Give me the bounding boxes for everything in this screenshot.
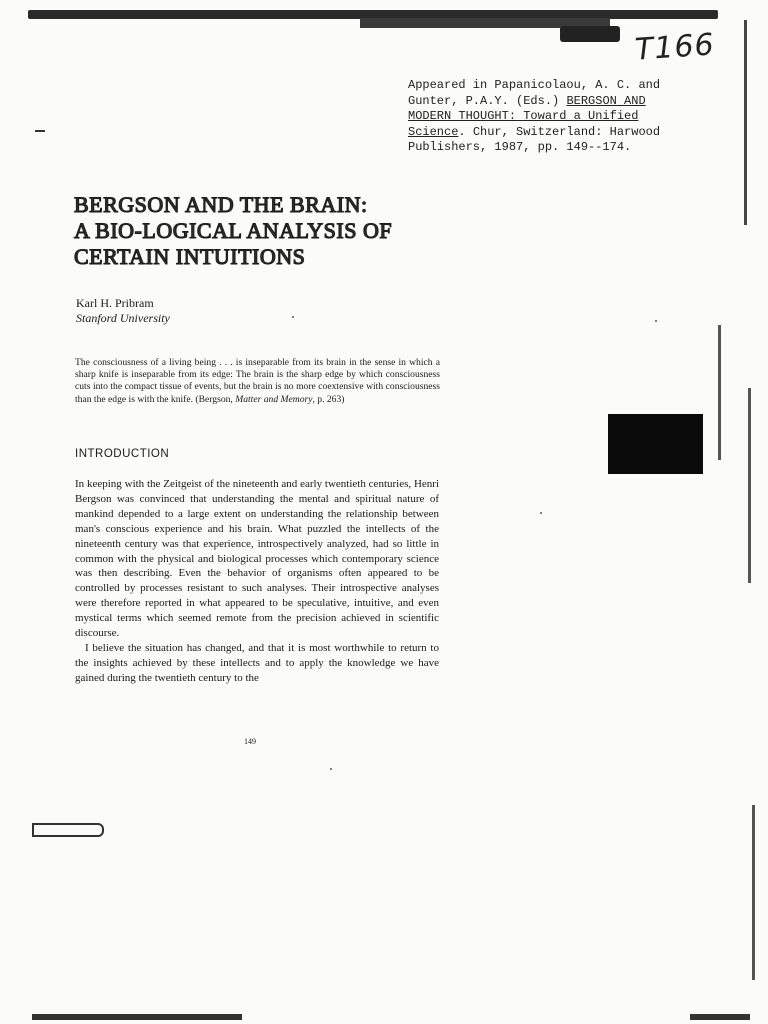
epigraph: The consciousness of a living being . . . is inseparable from its brain in the sense in which a sharp knife is inseparable from its edge: The brain is the sharp edge by which consciousness cuts into the compact tissue of events, but the brain is no more coextensive with consciousness than the edge is with the knife. (Bergson, Matter and Memory, p. 263) bbox=[75, 357, 440, 405]
citation-line: Science. Chur, Switzerland: Harwood bbox=[408, 124, 661, 139]
speck bbox=[330, 768, 332, 770]
title-line: CERTAIN INTUITIONS bbox=[74, 244, 306, 269]
epigraph-source-title: Matter and Memory bbox=[235, 393, 313, 405]
title-line: A BIO-LOGICAL ANALYSIS OF bbox=[74, 218, 393, 243]
handwritten-catalog-code: T166 bbox=[633, 27, 716, 68]
paragraph: In keeping with the Zeitgeist of the nineteenth and early twentieth centuries, Henri Bergson was convinced that understanding the mental and spiritual nature of mankind depended to a large extent on understanding the relationship between man's conscious experience and his brain. What puzzled the intellects of the nineteenth century was that experience, introspectively analyzed, had so little in common with the physical and biological processes which contemporary science was then describing. Even the behavior of organisms often appeared to be controlled by processes resistant to such analyses. Their introspective analyses were therefore reported in what appeared to be speculative, intuitive, and even mystical terms which seemed remote from the precision achieved in scientific discourse. bbox=[75, 478, 439, 640]
speck bbox=[540, 512, 542, 514]
scan-edge-bottom-right bbox=[690, 1014, 750, 1020]
title-line: BERGSON AND THE BRAIN: bbox=[74, 192, 368, 217]
page-number: 149 bbox=[244, 737, 256, 746]
scan-edge-right-low bbox=[752, 805, 755, 980]
article-title bbox=[74, 192, 454, 270]
scan-edge-right bbox=[744, 20, 747, 225]
section-heading: INTRODUCTION bbox=[75, 448, 170, 460]
author-name: Karl H. Pribram bbox=[76, 296, 154, 310]
citation-line: Publishers, 1987, pp. 149--174. bbox=[408, 140, 632, 154]
body-text bbox=[75, 477, 439, 686]
scan-edge-top-clip bbox=[560, 26, 620, 42]
citation-line: Appeared in Papanicolaou, A. C. and bbox=[408, 78, 661, 92]
redaction-block bbox=[608, 414, 703, 474]
citation-line: Gunter, P.A.Y. (Eds.) BERGSON AND bbox=[408, 93, 646, 108]
paragraph: I believe the situation has changed, and that it is most worthwhile to return to the insights achieved by these intellects and to apply the knowledge we have gained during the twentieth century to the bbox=[75, 641, 439, 684]
paper-clip-mark bbox=[32, 823, 104, 837]
author-affiliation: Stanford University bbox=[76, 311, 170, 325]
margin-bracket bbox=[718, 325, 721, 460]
citation-block bbox=[408, 78, 678, 156]
margin-dash bbox=[35, 130, 45, 132]
citation-line: MODERN THOUGHT: Toward a Unified bbox=[408, 109, 639, 123]
scan-edge-right-mid bbox=[748, 388, 751, 583]
scan-edge-bottom bbox=[32, 1014, 242, 1020]
speck bbox=[655, 320, 657, 322]
speck bbox=[292, 316, 294, 318]
